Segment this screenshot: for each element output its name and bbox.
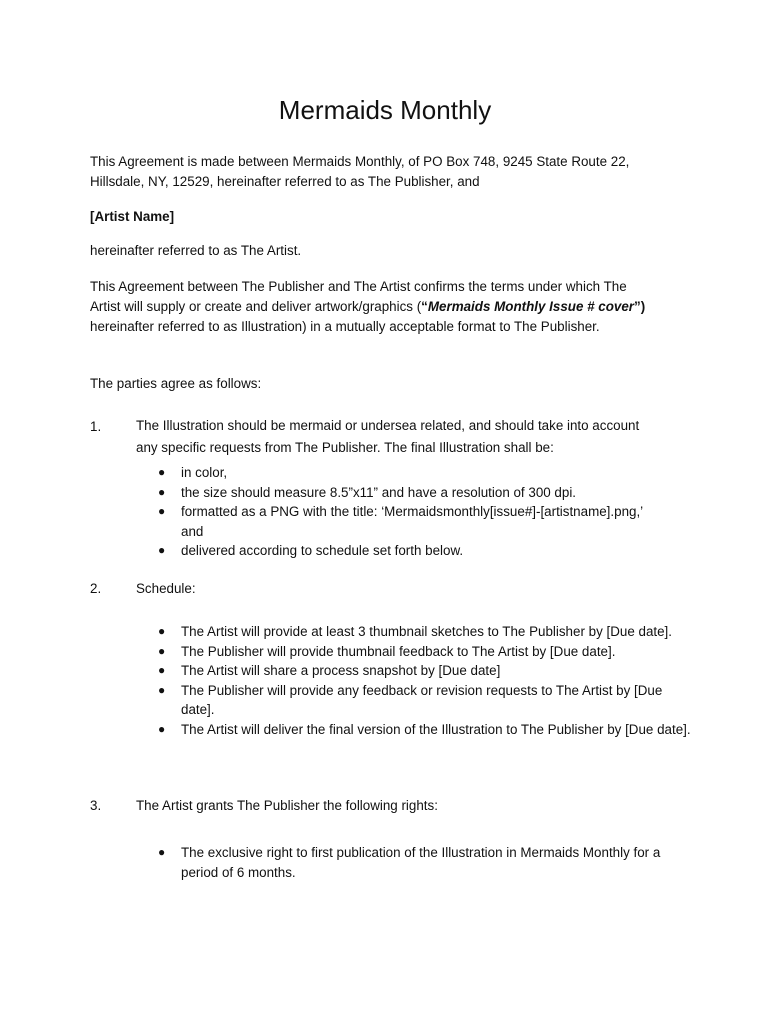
list-item: ● delivered according to schedule set forth below.	[136, 541, 656, 561]
list-item: ● in color,	[136, 463, 656, 483]
intro-line-1: This Agreement is made between Mermaids Monthly, of PO Box 748, 9245 State Route 22,	[90, 154, 630, 169]
section-1-line-1: The Illustration should be mermaid or undersea related, and should take into account	[136, 418, 640, 433]
artist-reference: hereinafter referred to as The Artist.	[90, 243, 302, 258]
section-3-bullets	[136, 843, 694, 882]
section-1-text	[136, 415, 676, 459]
intro-paragraph	[90, 152, 690, 192]
agreement-paragraph	[90, 277, 690, 337]
intro-line-2: Hillsdale, NY, 12529, hereinafter referred to as The Publisher, and	[90, 174, 480, 189]
agreement-line-1: This Agreement between The Publisher and The Artist confirms the terms under which The	[90, 279, 627, 294]
list-item: ● The Artist will provide at least 3 thumbnail sketches to The Publisher by [Due date].	[136, 622, 694, 642]
artist-name: [Artist Name]	[90, 209, 175, 224]
agreement-open-quote: “	[421, 299, 428, 314]
bullet-icon: ●	[158, 504, 166, 518]
list-item: ● The Publisher will provide thumbnail feedback to The Artist by [Due date].	[136, 642, 694, 662]
bullet-icon: ●	[158, 484, 166, 499]
agreement-line-3: hereinafter referred to as Illustration) in a mutually acceptable format to The Publisher.	[90, 319, 600, 334]
agreement-emphasis: Mermaids Monthly Issue # cover	[427, 299, 635, 314]
bullet-icon: ●	[158, 543, 166, 557]
list-item: ● the size should measure 8.5”x11” and have a resolution of 300 dpi.	[136, 483, 656, 503]
list-item: ● The Publisher will provide any feedback or revision requests to The Artist by [Due date].	[158, 682, 663, 717]
bullet-icon: ●	[158, 465, 166, 479]
agreement-line-2-pre: Artist will supply or create and deliver artwork/graphics (	[90, 299, 422, 314]
document-title: Mermaids Monthly	[278, 95, 492, 125]
list-item: ● The Artist will share a process snapshot by [Due date]	[136, 661, 694, 681]
list-item: ● The Artist will deliver the final version of the Illustration to The Publisher by [Due date].	[136, 720, 694, 740]
section-1-line-2: any specific requests from The Publisher. The final Illustration shall be:	[136, 440, 554, 455]
agreement-close-quote: ”)	[634, 299, 646, 314]
bullet-icon: ●	[158, 643, 166, 658]
section-2-number: 2.	[90, 581, 102, 596]
parties-statement: The parties agree as follows:	[90, 376, 262, 391]
list-item: ● The exclusive right to first publication of the Illustration in Mermaids Monthly for a period of 6 months.	[158, 845, 661, 880]
section-2-text: Schedule:	[136, 581, 196, 596]
bullet-icon: ●	[158, 845, 166, 859]
section-1-bullets	[136, 463, 656, 561]
bullet-icon: ●	[158, 721, 166, 736]
bullet-icon: ●	[158, 682, 166, 697]
bullet-icon: ●	[158, 624, 166, 638]
section-3-text: The Artist grants The Publisher the following rights:	[136, 798, 438, 813]
bullet-icon: ●	[158, 663, 166, 677]
list-item: ● formatted as a PNG with the title: ‘Mermaidsmonthly[issue#]-[artistname].png,’ and	[158, 504, 643, 539]
section-2-bullets	[136, 622, 694, 739]
section-3-number: 3.	[90, 798, 102, 813]
section-1-number: 1.	[90, 419, 102, 434]
